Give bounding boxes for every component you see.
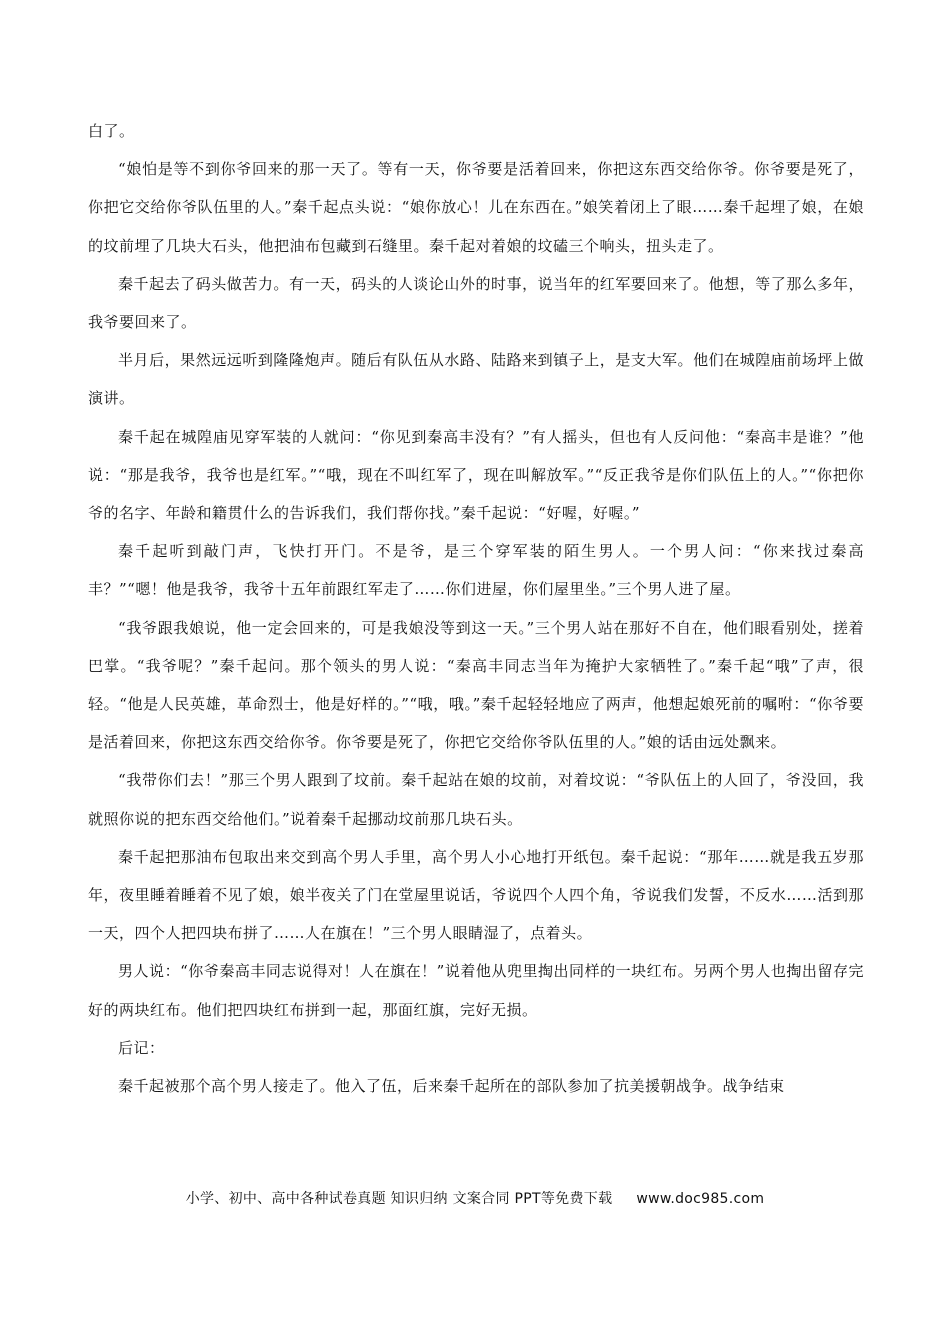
paragraph: “我爷跟我娘说，他一定会回来的，可是我娘没等到这一天。”三个男人站在那好不自在，他们眼看别处，搓着巴掌。“我爷呢？”秦千起问。那个领头的男人说：“秦高丰同志当年为掩护大家牺牲了。”秦千起“哦”了声，很轻。“他是人民英雄，革命烈士，他是好样的。”“哦，哦。”秦千起轻轻地应了两声，他想起娘死前的嘱咐：“你爷要是活着回来，你把这东西交给你爷。你爷要是死了，你把它交给你爷队伍里的人。”娘的话由远处飘来。 bbox=[88, 618, 864, 752]
article-body bbox=[88, 112, 864, 1105]
paragraph: 秦千起被那个高个男人接走了。他入了伍，后来秦千起所在的部队参加了抗美援朝战争。战争结束 bbox=[118, 1077, 785, 1096]
footer-link[interactable]: www.doc985.com bbox=[636, 1191, 765, 1207]
paragraph: 秦千起听到敲门声，飞快打开门。不是爷，是三个穿军装的陌生男人。一个男人问：“你来找过秦高丰？”“嗯！他是我爷，我爷十五年前跟红军走了……你们进屋，你们屋里坐。”三个男人进了屋。 bbox=[88, 542, 864, 599]
page-footer bbox=[0, 1188, 950, 1208]
paragraph: 秦千起在城隍庙见穿军装的人就问：“你见到秦高丰没有？”有人摇头，但也有人反问他：“秦高丰是谁？”他说：“那是我爷，我爷也是红军。”“哦，现在不叫红军了，现在叫解放军。”“反正我爷是你们队伍上的人。”“你把你爷的名字、年龄和籍贯什么的告诉我们，我们帮你找。”秦千起说：“好喔，好喔。” bbox=[88, 427, 864, 523]
paragraph: “我带你们去！”那三个男人跟到了坟前。秦千起站在娘的坟前，对着坟说：“爷队伍上的人回了，爷没回，我就照你说的把东西交给他们。”说着秦千起挪动坟前那几块石头。 bbox=[88, 771, 864, 828]
paragraph: 男人说：“你爷秦高丰同志说得对！人在旗在！”说着他从兜里掏出同样的一块红布。另两个男人也掏出留存完好的两块红布。他们把四块红布拼到一起，那面红旗，完好无损。 bbox=[88, 962, 864, 1019]
paragraph: 秦千起把那油布包取出来交到高个男人手里，高个男人小心地打开纸包。秦千起说：“那年……就是我五岁那年，夜里睡着睡着不见了娘，娘半夜关了门在堂屋里说话，爷说四个人四个角，爷说我们发誓，不反水……活到那一天，四个人把四块布拼了……人在旗在！”三个男人眼睛湿了，点着头。 bbox=[88, 847, 864, 943]
paragraph: 秦千起去了码头做苦力。有一天，码头的人谈论山外的时事，说当年的红军要回来了。他想，等了那么多年，我爷要回来了。 bbox=[88, 274, 864, 332]
paragraph: “娘怕是等不到你爷回来的那一天了。等有一天，你爷要是活着回来，你把这东西交给你爷。你爷要是死了，你把它交给你爷队伍里的人。”秦千起点头说：“娘你放心！儿在东西在。”娘笑着闭上了眼……秦千起埋了娘，在娘的坟前埋了几块大石头，他把油布包藏到石缝里。秦千起对着娘的坟磕三个响头，扭头走了。 bbox=[88, 160, 864, 255]
paragraph: 半月后，果然远远听到隆隆炮声。随后有队伍从水路、陆路来到镇子上，是支大军。他们在城隍庙前场坪上做演讲。 bbox=[88, 351, 864, 408]
paragraph: 白了。 bbox=[88, 122, 135, 140]
afterword-heading: 后记： bbox=[118, 1038, 165, 1057]
footer-text: 小学、初中、高中各种试卷真题 知识归纳 文案合同 PPT等免费下载 bbox=[185, 1191, 613, 1207]
